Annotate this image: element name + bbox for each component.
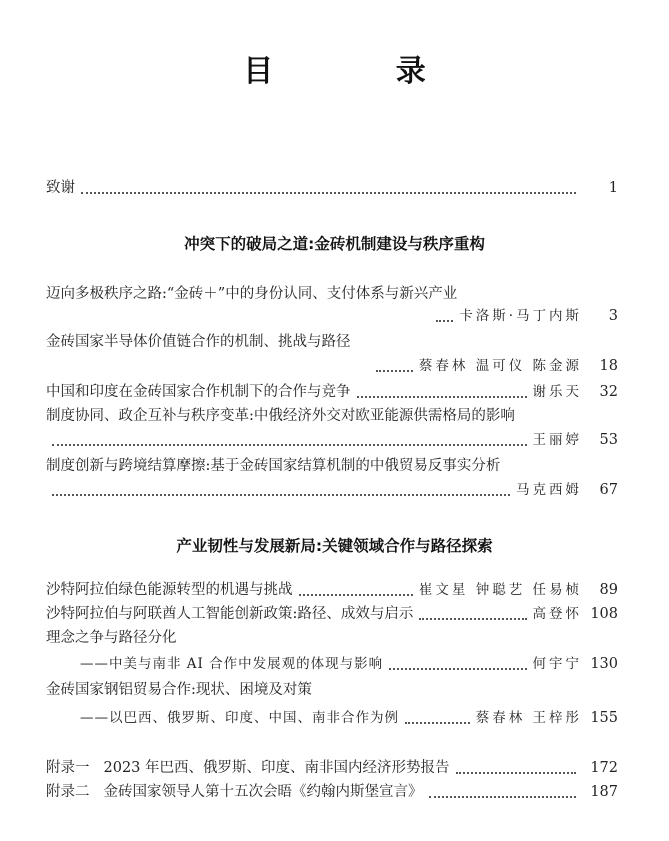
entry-page: 108 <box>590 606 618 622</box>
entry-title: 制度协同、政企互补与秩序变革:中俄经济外交对欧亚能源供需格局的影响 <box>46 408 515 424</box>
entry-subtitle: ——以巴西、俄罗斯、印度、中国、南非合作为例 <box>80 710 399 726</box>
entry-page: 3 <box>608 308 618 324</box>
entry-title: 沙特阿拉伯绿色能源转型的机遇与挑战 <box>46 582 293 598</box>
dot-leader <box>357 395 527 398</box>
entry-page: 172 <box>590 760 618 776</box>
toc-entry[interactable] <box>46 578 618 600</box>
entry-page: 89 <box>599 582 618 598</box>
toc-entry-meta[interactable] <box>46 652 618 674</box>
entry-page: 67 <box>599 482 618 498</box>
entry-title: 金砖国家钢铝贸易合作:现状、困境及对策 <box>46 682 312 698</box>
toc-entry[interactable] <box>46 678 618 700</box>
entry-title: 金砖国家半导体价值链合作的机制、挑战与路径 <box>46 334 351 350</box>
toc-entry-meta[interactable] <box>46 428 618 450</box>
entry-author: 蔡春林 王梓彤 <box>475 710 582 726</box>
appendix-label: 附录一 <box>46 760 90 776</box>
entry-title: 沙特阿拉伯与阿联酋人工智能创新政策:路径、成效与启示 <box>46 606 414 622</box>
toc-entry[interactable] <box>46 380 618 402</box>
entry-title: 2023 年巴西、俄罗斯、印度、南非国内经济形势报告 <box>103 760 450 776</box>
toc-entry-appendix[interactable] <box>46 780 618 802</box>
entry-title: 迈向多极秩序之路:“金砖＋”中的身份认同、支付体系与新兴产业 <box>46 286 458 302</box>
entry-author: 崔文星 钟聪艺 任易桢 <box>418 582 582 598</box>
entry-page: 53 <box>599 432 618 448</box>
dot-leader <box>376 369 413 372</box>
entry-subtitle: ——中美与南非 AI 合作中发展观的体现与影响 <box>80 656 384 672</box>
section-heading-1: 冲突下的破局之道:金砖机制建设与秩序重构 <box>184 235 485 253</box>
dot-leader <box>419 617 526 620</box>
entry-title: 金砖国家领导人第十五次会晤《约翰内斯堡宣言》 <box>103 784 423 800</box>
entry-page: 187 <box>590 784 618 800</box>
toc-entry[interactable] <box>46 404 618 426</box>
toc-entry-meta[interactable] <box>46 706 618 728</box>
dot-leader <box>456 771 576 774</box>
toc-entry[interactable] <box>46 330 618 352</box>
entry-page: 18 <box>599 358 618 374</box>
toc-entry-meta[interactable] <box>46 354 618 376</box>
entry-author: 谢乐天 <box>532 384 582 400</box>
entry-author: 高登怀 <box>532 606 582 622</box>
toc-entry-meta[interactable] <box>46 478 618 500</box>
entry-author: 何宇宁 <box>532 656 582 672</box>
dot-leader <box>429 795 577 798</box>
entry-title: 理念之争与路径分化 <box>46 630 177 646</box>
dot-leader <box>389 667 526 670</box>
page-title: 目 录 <box>243 54 482 89</box>
entry-page: 155 <box>590 710 618 726</box>
toc-entry[interactable] <box>46 454 618 476</box>
toc-entry[interactable] <box>46 602 618 624</box>
dot-leader <box>81 191 576 194</box>
entry-page: 1 <box>608 180 618 196</box>
appendix-label: 附录二 <box>46 784 90 800</box>
toc-entry[interactable] <box>46 282 618 304</box>
entry-page: 32 <box>599 384 618 400</box>
section-heading-2: 产业韧性与发展新局:关键领域合作与路径探索 <box>176 537 493 555</box>
toc-entry-appendix[interactable] <box>46 756 618 778</box>
entry-author: 王丽婷 <box>532 432 582 448</box>
entry-title: 致谢 <box>46 180 75 196</box>
toc-entry-ack[interactable] <box>46 176 618 198</box>
entry-author: 蔡春林 温可仪 陈金源 <box>418 358 582 374</box>
entry-title: 中国和印度在金砖国家合作机制下的合作与竞争 <box>46 384 351 400</box>
entry-page: 130 <box>590 656 618 672</box>
entry-author: 马克西姆 <box>516 482 582 498</box>
dot-leader <box>52 443 527 446</box>
dot-leader <box>436 319 453 322</box>
dot-leader <box>52 493 510 496</box>
toc-entry-meta[interactable] <box>46 304 618 326</box>
entry-title: 制度创新与跨境结算摩擦:基于金砖国家结算机制的中俄贸易反事实分析 <box>46 458 501 474</box>
dot-leader <box>299 593 413 596</box>
dot-leader <box>405 721 470 724</box>
entry-author: 卡洛斯·马丁内斯 <box>459 308 582 324</box>
toc-entry[interactable] <box>46 626 618 648</box>
